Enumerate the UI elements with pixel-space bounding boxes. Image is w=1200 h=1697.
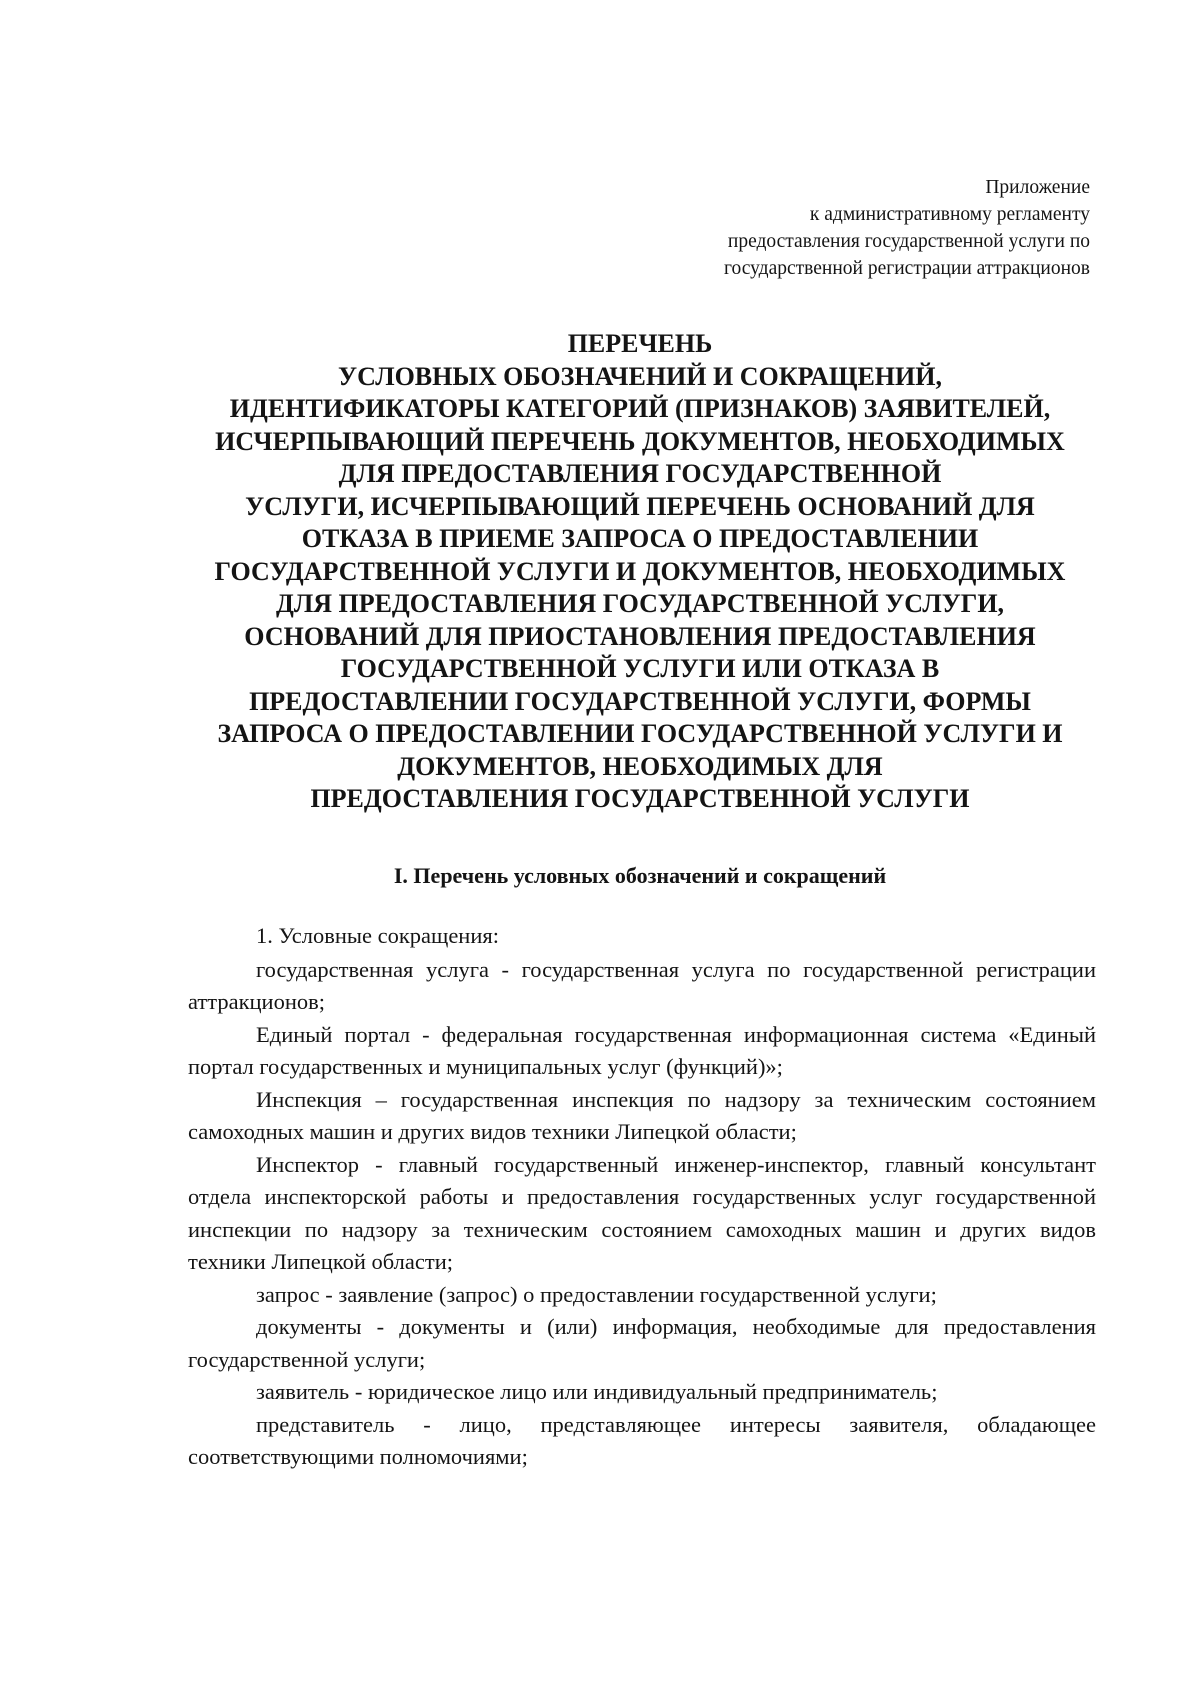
definition-paragraph: государственная услуга - государственная услуга по государственной регистрации аттракционов;	[188, 956, 1096, 1014]
definition-paragraph: запрос - заявление (запрос) о предоставлении государственной услуги;	[256, 1281, 937, 1307]
definition-paragraph: заявитель - юридическое лицо или индивидуальный предприниматель;	[256, 1379, 938, 1404]
definition-paragraph: представитель - лицо, представляющее интересы заявителя, обладающее соответствующими полномочиями;	[188, 1411, 1096, 1469]
section-heading: I. Перечень условных обозначений и сокращений	[393, 863, 887, 888]
title-line: ДОКУМЕНТОВ, НЕОБХОДИМЫХ ДЛЯ	[397, 751, 883, 781]
title-line: ИСЧЕРПЫВАЮЩИЙ ПЕРЕЧЕНЬ ДОКУМЕНТОВ, НЕОБХОДИМЫХ	[215, 426, 1065, 456]
title-line: УСЛОВНЫХ ОБОЗНАЧЕНИЙ И СОКРАЩЕНИЙ,	[338, 361, 942, 391]
title-line: ДЛЯ ПРЕДОСТАВЛЕНИЯ ГОСУДАРСТВЕННОЙ УСЛУГИ,	[275, 589, 1005, 618]
title-line: ПРЕДОСТАВЛЕНИЯ ГОСУДАРСТВЕННОЙ УСЛУГИ	[310, 784, 970, 813]
list-label: 1. Условные сокращения:	[256, 923, 499, 948]
title-line: ИДЕНТИФИКАТОРЫ КАТЕГОРИЙ (ПРИЗНАКОВ) ЗАЯВИТЕЛЕЙ,	[229, 394, 1051, 423]
appendix-note	[490, 174, 1090, 282]
title-line: ОСНОВАНИЙ ДЛЯ ПРИОСТАНОВЛЕНИЯ ПРЕДОСТАВЛЕНИЯ	[244, 621, 1036, 651]
title-line: УСЛУГИ, ИСЧЕРПЫВАЮЩИЙ ПЕРЕЧЕНЬ ОСНОВАНИЙ ДЛЯ	[245, 491, 1035, 521]
definition-paragraph: Инспекция – государственная инспекция по надзору за техническим состоянием самоходных машин и других видов техники Липецкой области;	[188, 1086, 1096, 1144]
definition-paragraph: документы - документы и (или) информация, необходимые для предоставления государственной услуги;	[188, 1314, 1096, 1372]
title-line: ПЕРЕЧЕНЬ	[567, 329, 713, 358]
appendix-line: государственной регистрации аттракционов	[723, 258, 1090, 279]
title-line: ГОСУДАРСТВЕННОЙ УСЛУГИ И ДОКУМЕНТОВ, НЕОБХОДИМЫХ	[214, 556, 1066, 586]
appendix-line: предоставления государственной услуги по	[727, 231, 1090, 252]
title-line: ПРЕДОСТАВЛЕНИИ ГОСУДАРСТВЕННОЙ УСЛУГИ, ФОРМЫ	[249, 686, 1031, 716]
title-line: ГОСУДАРСТВЕННОЙ УСЛУГИ ИЛИ ОТКАЗА В	[340, 654, 940, 683]
appendix-line: к административному регламенту	[809, 204, 1090, 225]
appendix-line: Приложение	[985, 177, 1090, 198]
document-body	[188, 920, 1096, 1474]
title-line: ДЛЯ ПРЕДОСТАВЛЕНИЯ ГОСУДАРСТВЕННОЙ	[338, 459, 942, 488]
title-line: ОТКАЗА В ПРИЕМЕ ЗАПРОСА О ПРЕДОСТАВЛЕНИИ	[301, 524, 979, 553]
definition-paragraph: Инспектор - главный государственный инженер-инспектор, главный консультант отдела инспекторской работы и предоставления государственных услуг государственной инспекции по надзору за техническим состоянием самоходных машин и других видов техники Липецкой области;	[188, 1151, 1096, 1274]
definition-paragraph: Единый портал - федеральная государственная информационная система «Единый портал государственных и муниципальных услуг (функций)»;	[188, 1021, 1096, 1079]
document-title	[170, 328, 1110, 816]
title-line: ЗАПРОСА О ПРЕДОСТАВЛЕНИИ ГОСУДАРСТВЕННОЙ УСЛУГИ И	[217, 719, 1063, 748]
